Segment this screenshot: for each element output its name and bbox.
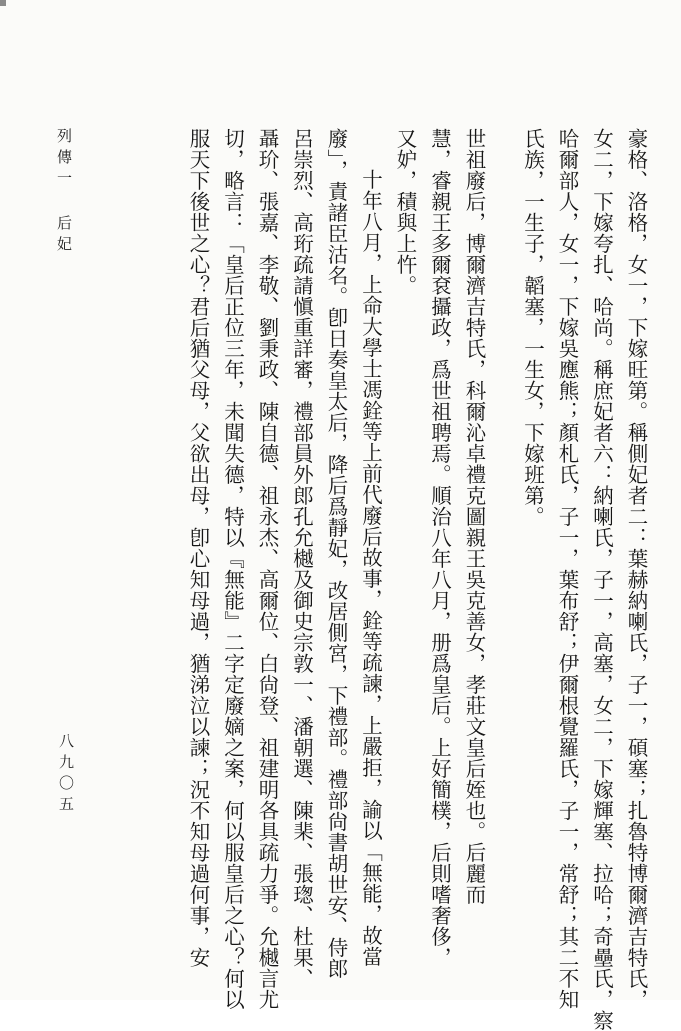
paragraph-gap bbox=[491, 128, 515, 828]
page-number: 八九〇五 bbox=[57, 733, 75, 817]
chapter-title: 后妃 bbox=[55, 215, 73, 257]
text-column: 哈爾部人，女一，下嫁吳應熊；顏札氏，子一，葉布舒；伊爾根覺羅氏，子一，常舒；其二不知 bbox=[555, 128, 579, 1010]
text-column: 廢」，責諸臣沽名。卽日奏皇太后，降后爲靜妃，改居側宮，下禮部。禮部尙書胡世安、侍郎 bbox=[324, 128, 348, 979]
section-label: 列傳一 bbox=[55, 128, 73, 191]
text-column: 聶玠、張嘉、李敬、劉秉政、陳自德、祖永杰、高爾位、白尙登、祖建明各具疏力爭。允樾言尤 bbox=[255, 128, 279, 1010]
text-column: 十年八月，上命大學士馮銓等上前代廢后故事，銓等疏諫，上嚴拒，諭以「無能，故當 bbox=[358, 169, 383, 967]
text-column: 服天下後世之心？君后猶父母，父欲出母，卽心知母過，猶涕泣以諫；況不知母過何事，安 bbox=[186, 128, 210, 968]
text-column: 又妒，積與上忤。 bbox=[393, 128, 417, 296]
text-column: 慧，睿親王多爾袞攝政，爲世祖聘焉。順治八年八月，册爲皇后。上好簡樸，后則嗜奢侈， bbox=[427, 128, 452, 968]
text-column: 世祖廢后，博爾濟吉特氏，科爾沁卓禮克圖親王吳克善女，孝莊文皇后姪也。后麗而 bbox=[462, 128, 486, 905]
text-column: 氏族，一生子，韜塞，一生女，下嫁班第。 bbox=[520, 128, 545, 527]
vertical-text-block bbox=[181, 128, 654, 1031]
text-column: 切，略言：「皇后正位三年，未聞失德，特以『無能』二字定廢嫡之案，何以服皇后之心？何以 bbox=[220, 128, 245, 1010]
running-header bbox=[54, 128, 75, 328]
scan-corner-mark bbox=[0, 0, 6, 6]
text-column: 女二，下嫁夸扎、哈尚。稱庶妃者六：納喇氏，子一，高塞，女二，下嫁輝塞、拉哈；奇壘氏，察 bbox=[589, 128, 614, 1031]
text-column: 豪格、洛格，女一，下嫁旺第。稱側妃者二：葉赫納喇氏，子一，碩塞；扎魯特博爾濟吉特氏， bbox=[624, 128, 648, 1010]
text-column: 呂崇烈、高珩疏請愼重詳審，禮部員外郎孔允樾及御史宗敦一、潘朝選、陳棐、張𤧚、杜果、 bbox=[289, 128, 314, 989]
